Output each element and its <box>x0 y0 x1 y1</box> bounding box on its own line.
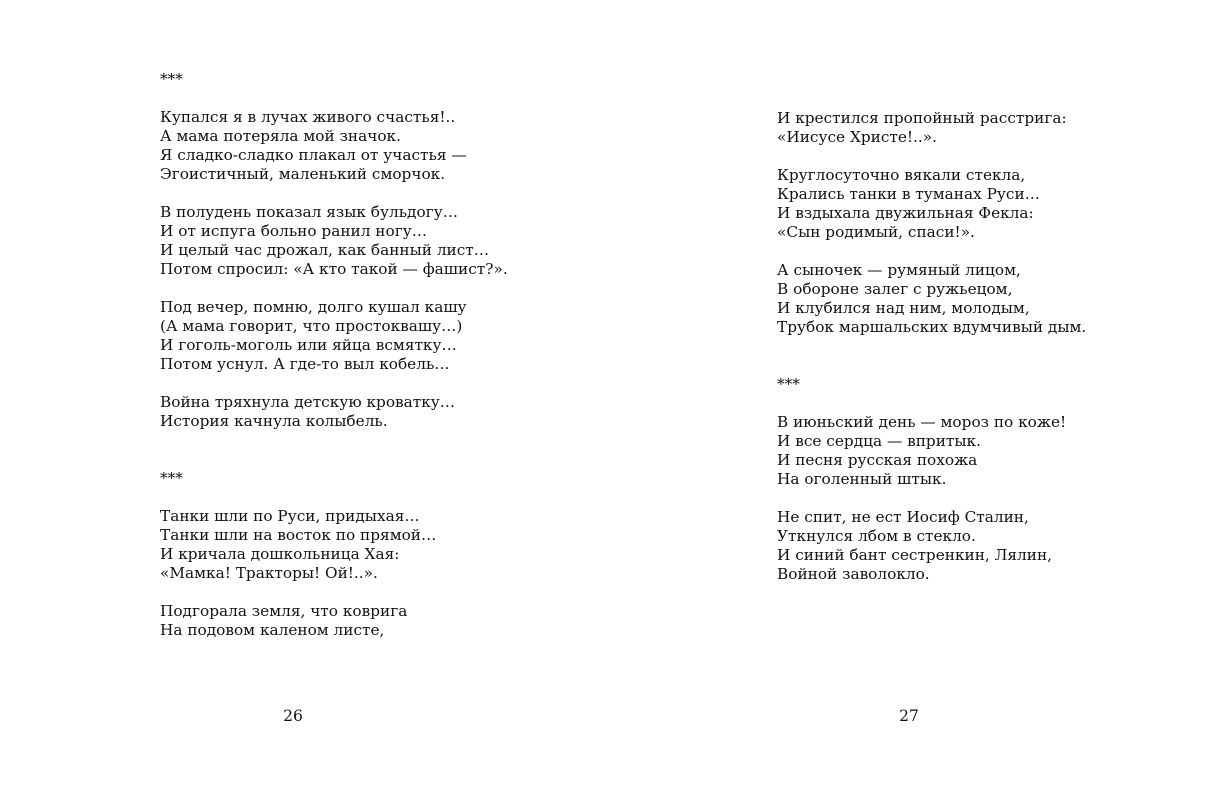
verse-line: И гоголь-моголь или яйца всмятку… <box>160 336 457 354</box>
page-number: 27 <box>899 707 919 725</box>
verse-line: В обороне залег с ружьецом, <box>777 280 1013 298</box>
section-separator: *** <box>160 469 183 487</box>
verse-line: В полудень показал язык бульдогу… <box>160 203 458 221</box>
verse-line: История качнула колыбель. <box>160 412 388 430</box>
verse-line: Танки шли на восток по прямой… <box>160 526 437 544</box>
verse-line: В июньский день — мороз по коже! <box>777 413 1067 431</box>
verse-line: Уткнулся лбом в стекло. <box>777 527 976 545</box>
stanza <box>777 508 1086 584</box>
verse-line: И клубился над ним, молодым, <box>777 299 1030 317</box>
verse-line: Танки шли по Руси, придыхая… <box>160 507 420 525</box>
verse-line: И вздыхала двужильная Фекла: <box>777 204 1034 222</box>
verse-line: А мама потеряла мой значок. <box>160 127 401 145</box>
verse-line: Круглосуточно вякали стекла, <box>777 166 1026 184</box>
verse-line: И кричала дошкольница Хая: <box>160 545 400 563</box>
verse-line: Потом уснул. А где-то выл кобель… <box>160 355 450 373</box>
verse-line: И все сердца — впритык. <box>777 432 981 450</box>
verse-line: Я сладко-сладко плакал от участья — <box>160 146 467 164</box>
stanza <box>777 166 1086 242</box>
verse-line: На подовом каленом листе, <box>160 621 385 639</box>
verse-line: Не спит, не ест Иосиф Сталин, <box>777 508 1029 526</box>
stanza <box>777 261 1086 337</box>
verse-line: Войной заволокло. <box>777 565 930 583</box>
verse-line: Эгоистичный, маленький сморчок. <box>160 165 446 183</box>
verse-line: Купался я в лучах живого счастья!.. <box>160 108 456 126</box>
stanza <box>160 108 508 184</box>
section-separator: *** <box>777 375 800 393</box>
verse-line: «Мамка! Тракторы! Ой!..». <box>160 564 378 582</box>
verse-line: Крались танки в туманах Руси… <box>777 185 1040 203</box>
verse-line: И крестился пропойный расстрига: <box>777 109 1067 127</box>
stanza <box>160 393 508 431</box>
verse-line: На оголенный штык. <box>777 470 947 488</box>
verse-line: И песня русская похожа <box>777 451 978 469</box>
right-page-text <box>777 109 1086 584</box>
verse-line: А сыночек — румяный лицом, <box>777 261 1021 279</box>
verse-line: Подгорала земля, что коврига <box>160 602 408 620</box>
stanza <box>160 507 508 583</box>
section-separator: *** <box>160 70 183 88</box>
stanza <box>160 298 508 374</box>
verse-line: «Сын родимый, спаси!». <box>777 223 975 241</box>
stanza <box>160 602 508 640</box>
page-number: 26 <box>283 707 303 725</box>
verse-line: Потом спросил: «А кто такой — фашист?». <box>160 260 508 278</box>
verse-line: Трубок маршальских вдумчивый дым. <box>777 318 1087 336</box>
verse-line: (А мама говорит, что простоквашу…) <box>160 317 463 335</box>
verse-line: Под вечер, помню, долго кушал кашу <box>160 298 467 316</box>
verse-line: Война тряхнула детскую кроватку… <box>160 393 456 411</box>
stanza <box>160 203 508 279</box>
left-page-text <box>160 70 508 640</box>
verse-line: И синий бант сестренкин, Лялин, <box>777 546 1053 564</box>
verse-line: «Иисусе Христе!..». <box>777 128 937 146</box>
stanza <box>777 109 1086 147</box>
stanza <box>777 413 1086 489</box>
right-page <box>606 0 1212 800</box>
verse-line: И от испуга больно ранил ногу… <box>160 222 428 240</box>
verse-line: И целый час дрожал, как банный лист… <box>160 241 490 259</box>
